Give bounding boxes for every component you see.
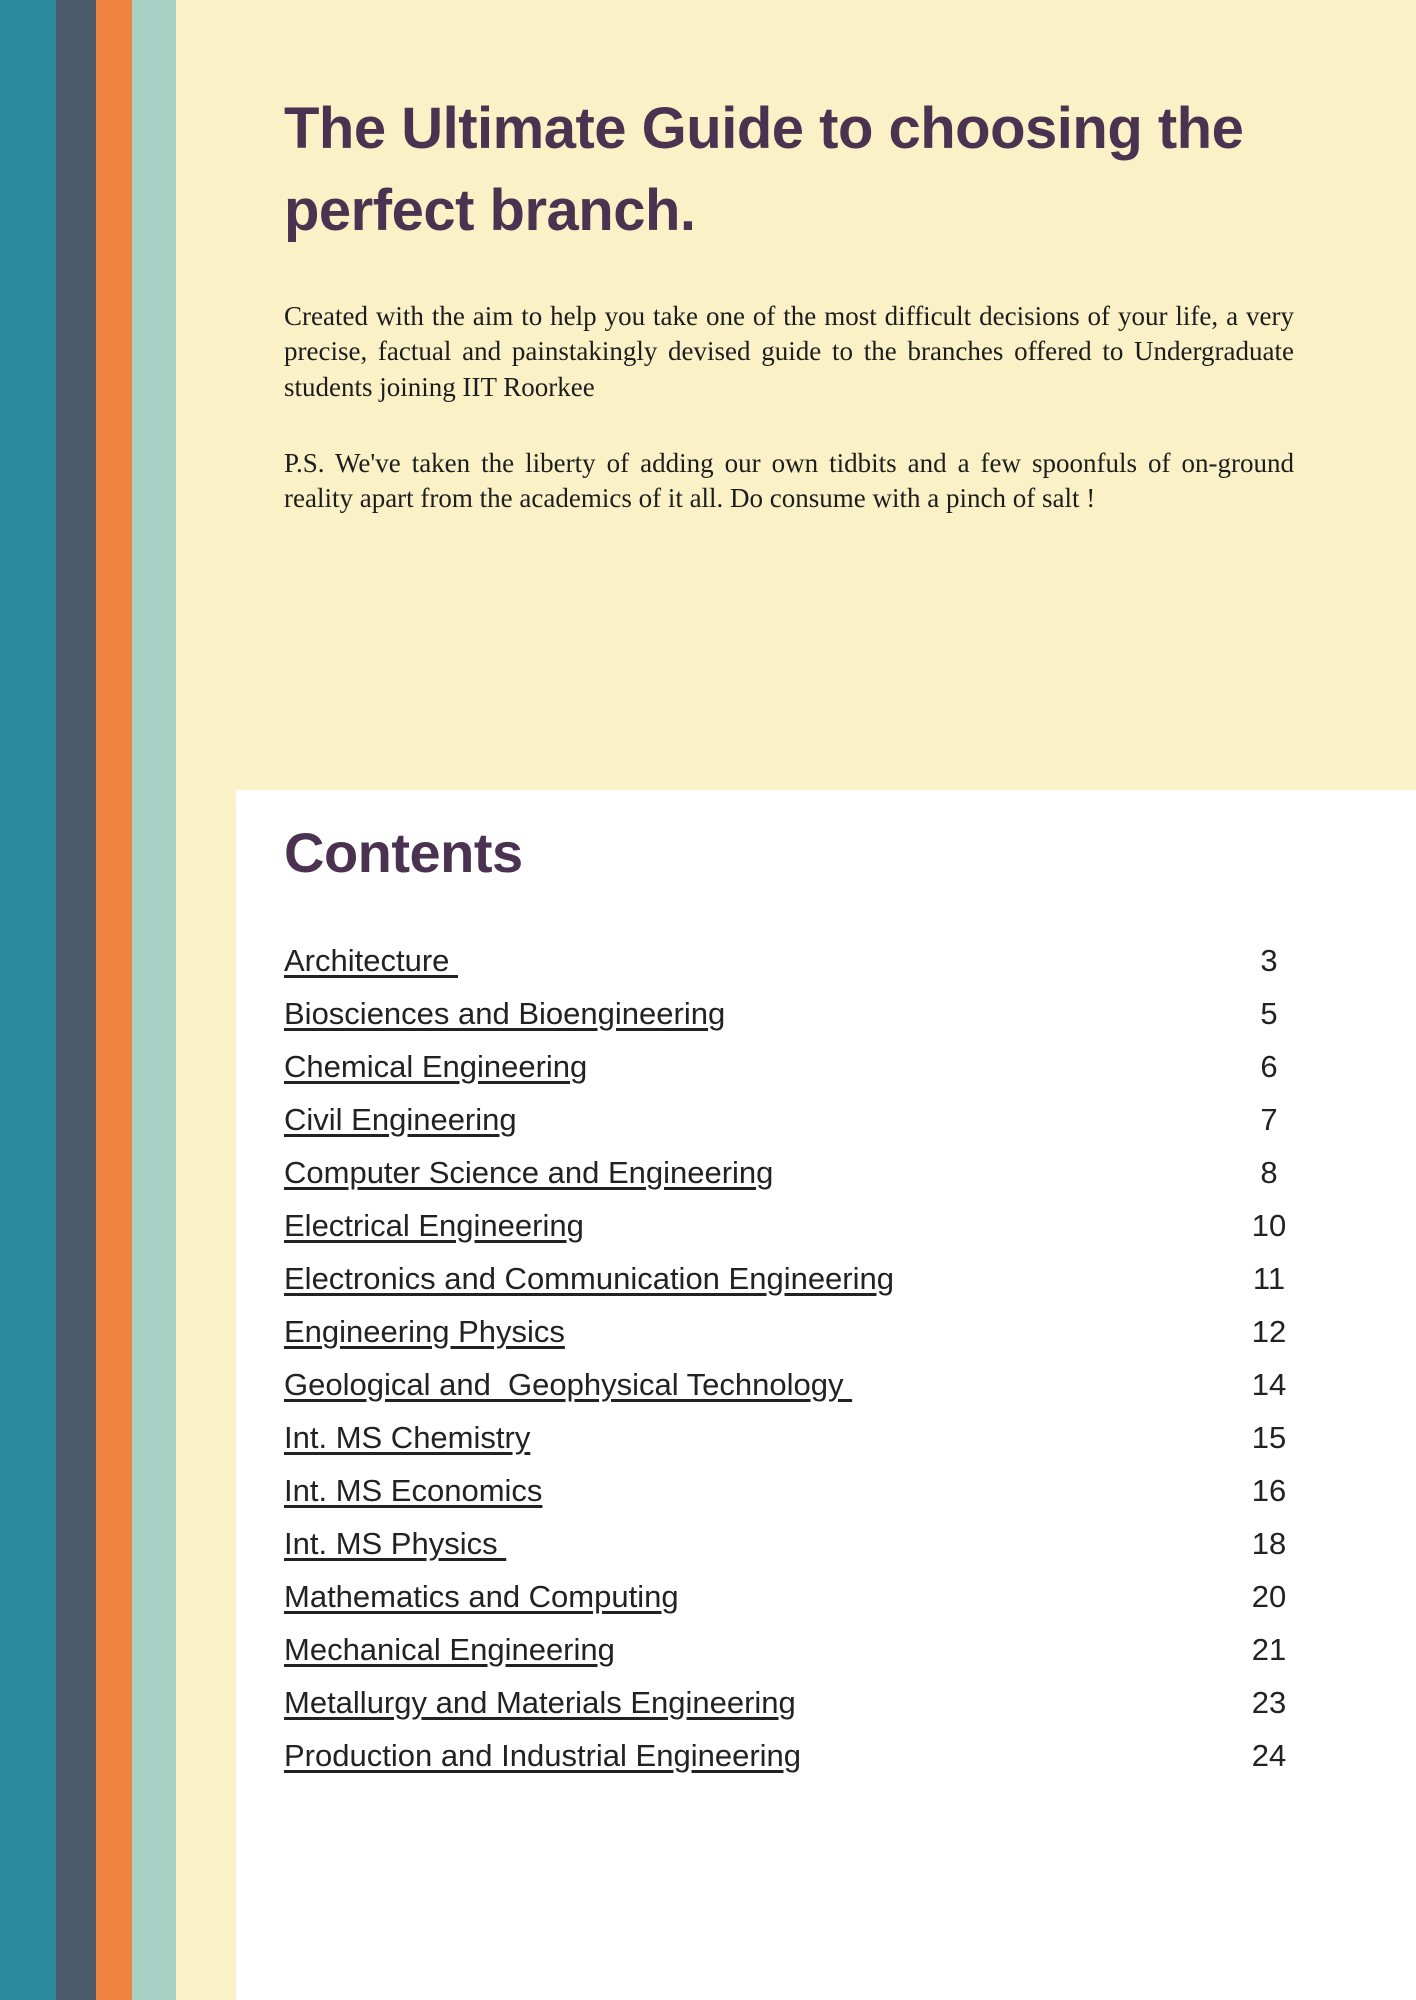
stripe-mint xyxy=(132,0,176,2000)
toc-entry-label[interactable]: Civil Engineering xyxy=(284,1102,517,1137)
contents-section xyxy=(284,820,1304,1791)
toc-entry-label[interactable]: Mathematics and Computing xyxy=(284,1579,679,1614)
intro-paragraph-2: P.S. We've taken the liberty of adding our own tidbits and a few spoonfuls of on-ground reality apart from the academics of it all. Do consume with a pinch of salt ! xyxy=(284,447,1294,514)
toc-entry[interactable] xyxy=(284,1155,1304,1208)
toc-entry-page-number: 8 xyxy=(1260,1155,1278,1190)
toc-entry-label[interactable]: Architecture xyxy=(284,943,459,978)
toc-entry-page-number: 6 xyxy=(1260,1049,1278,1084)
toc-entry-page-number: 16 xyxy=(1251,1473,1287,1508)
contents-heading: Contents xyxy=(284,821,523,884)
toc-entry-page-number: 15 xyxy=(1251,1420,1287,1455)
stripe-teal xyxy=(0,0,56,2000)
toc-entry-label[interactable]: Int. MS Physics xyxy=(284,1526,507,1561)
toc-entry[interactable] xyxy=(284,1314,1304,1367)
toc-entry-label[interactable]: Mechanical Engineering xyxy=(284,1632,615,1667)
toc-entry[interactable] xyxy=(284,1261,1304,1314)
toc-entry-page-number: 10 xyxy=(1251,1208,1287,1243)
toc-entry[interactable] xyxy=(284,996,1304,1049)
toc-entry-page-number: 11 xyxy=(1252,1261,1286,1296)
stripe-slate xyxy=(56,0,96,2000)
toc-entry[interactable] xyxy=(284,1208,1304,1261)
toc-entry-page-number: 21 xyxy=(1251,1632,1287,1667)
toc-entry-label[interactable]: Geological and Geophysical Technology xyxy=(284,1367,853,1402)
toc-entry-label[interactable]: Electrical Engineering xyxy=(284,1208,584,1243)
toc-entry[interactable] xyxy=(284,1579,1304,1632)
toc-entry-page-number: 5 xyxy=(1260,996,1278,1031)
toc-entry[interactable] xyxy=(284,1526,1304,1579)
toc-entry-label[interactable]: Metallurgy and Materials Engineering xyxy=(284,1685,796,1720)
toc-entry[interactable] xyxy=(284,1685,1304,1738)
toc-entry[interactable] xyxy=(284,1049,1304,1102)
toc-entry-label[interactable]: Production and Industrial Engineering xyxy=(284,1738,802,1773)
toc-entry-page-number: 14 xyxy=(1251,1367,1287,1402)
table-of-contents xyxy=(284,885,1304,1791)
toc-entry[interactable] xyxy=(284,1632,1304,1685)
stripe-orange xyxy=(96,0,132,2000)
toc-entry-label[interactable]: Computer Science and Engineering xyxy=(284,1155,774,1190)
toc-entry-page-number: 12 xyxy=(1251,1314,1287,1349)
toc-entry-label[interactable]: Int. MS Economics xyxy=(284,1473,543,1508)
toc-entry-label[interactable]: Biosciences and Bioengineering xyxy=(284,996,726,1031)
toc-entry-label[interactable]: Engineering Physics xyxy=(284,1314,565,1349)
toc-entry-page-number: 3 xyxy=(1260,943,1278,978)
stripe-cream xyxy=(176,0,236,2000)
toc-entry-page-number: 18 xyxy=(1251,1526,1287,1561)
toc-entry-label[interactable]: Int. MS Chemistry xyxy=(284,1420,531,1455)
toc-entry[interactable] xyxy=(284,1473,1304,1526)
toc-entry-label[interactable]: Electronics and Communication Engineering xyxy=(284,1261,894,1296)
toc-entry-page-number: 7 xyxy=(1260,1102,1278,1137)
intro-paragraph-1: Created with the aim to help you take one of the most difficult decisions of your life, a very precise, factual and painstakingly devised guide to the branches offered to Undergraduate students joining IIT Roorkee xyxy=(284,300,1294,402)
page-title: The Ultimate Guide to choosing the perfect branch. xyxy=(284,96,1244,244)
toc-entry[interactable] xyxy=(284,1420,1304,1473)
toc-entry-label[interactable]: Chemical Engineering xyxy=(284,1049,588,1084)
toc-entry-page-number: 20 xyxy=(1251,1579,1287,1614)
toc-entry[interactable] xyxy=(284,1102,1304,1155)
decorative-stripe-bar xyxy=(0,0,236,2000)
toc-entry-page-number: 23 xyxy=(1251,1685,1287,1720)
header-content xyxy=(284,0,1304,517)
toc-entry[interactable] xyxy=(284,1367,1304,1420)
toc-entry-page-number: 24 xyxy=(1251,1738,1287,1773)
toc-entry[interactable] xyxy=(284,1738,1304,1791)
toc-entry[interactable] xyxy=(284,943,1304,996)
